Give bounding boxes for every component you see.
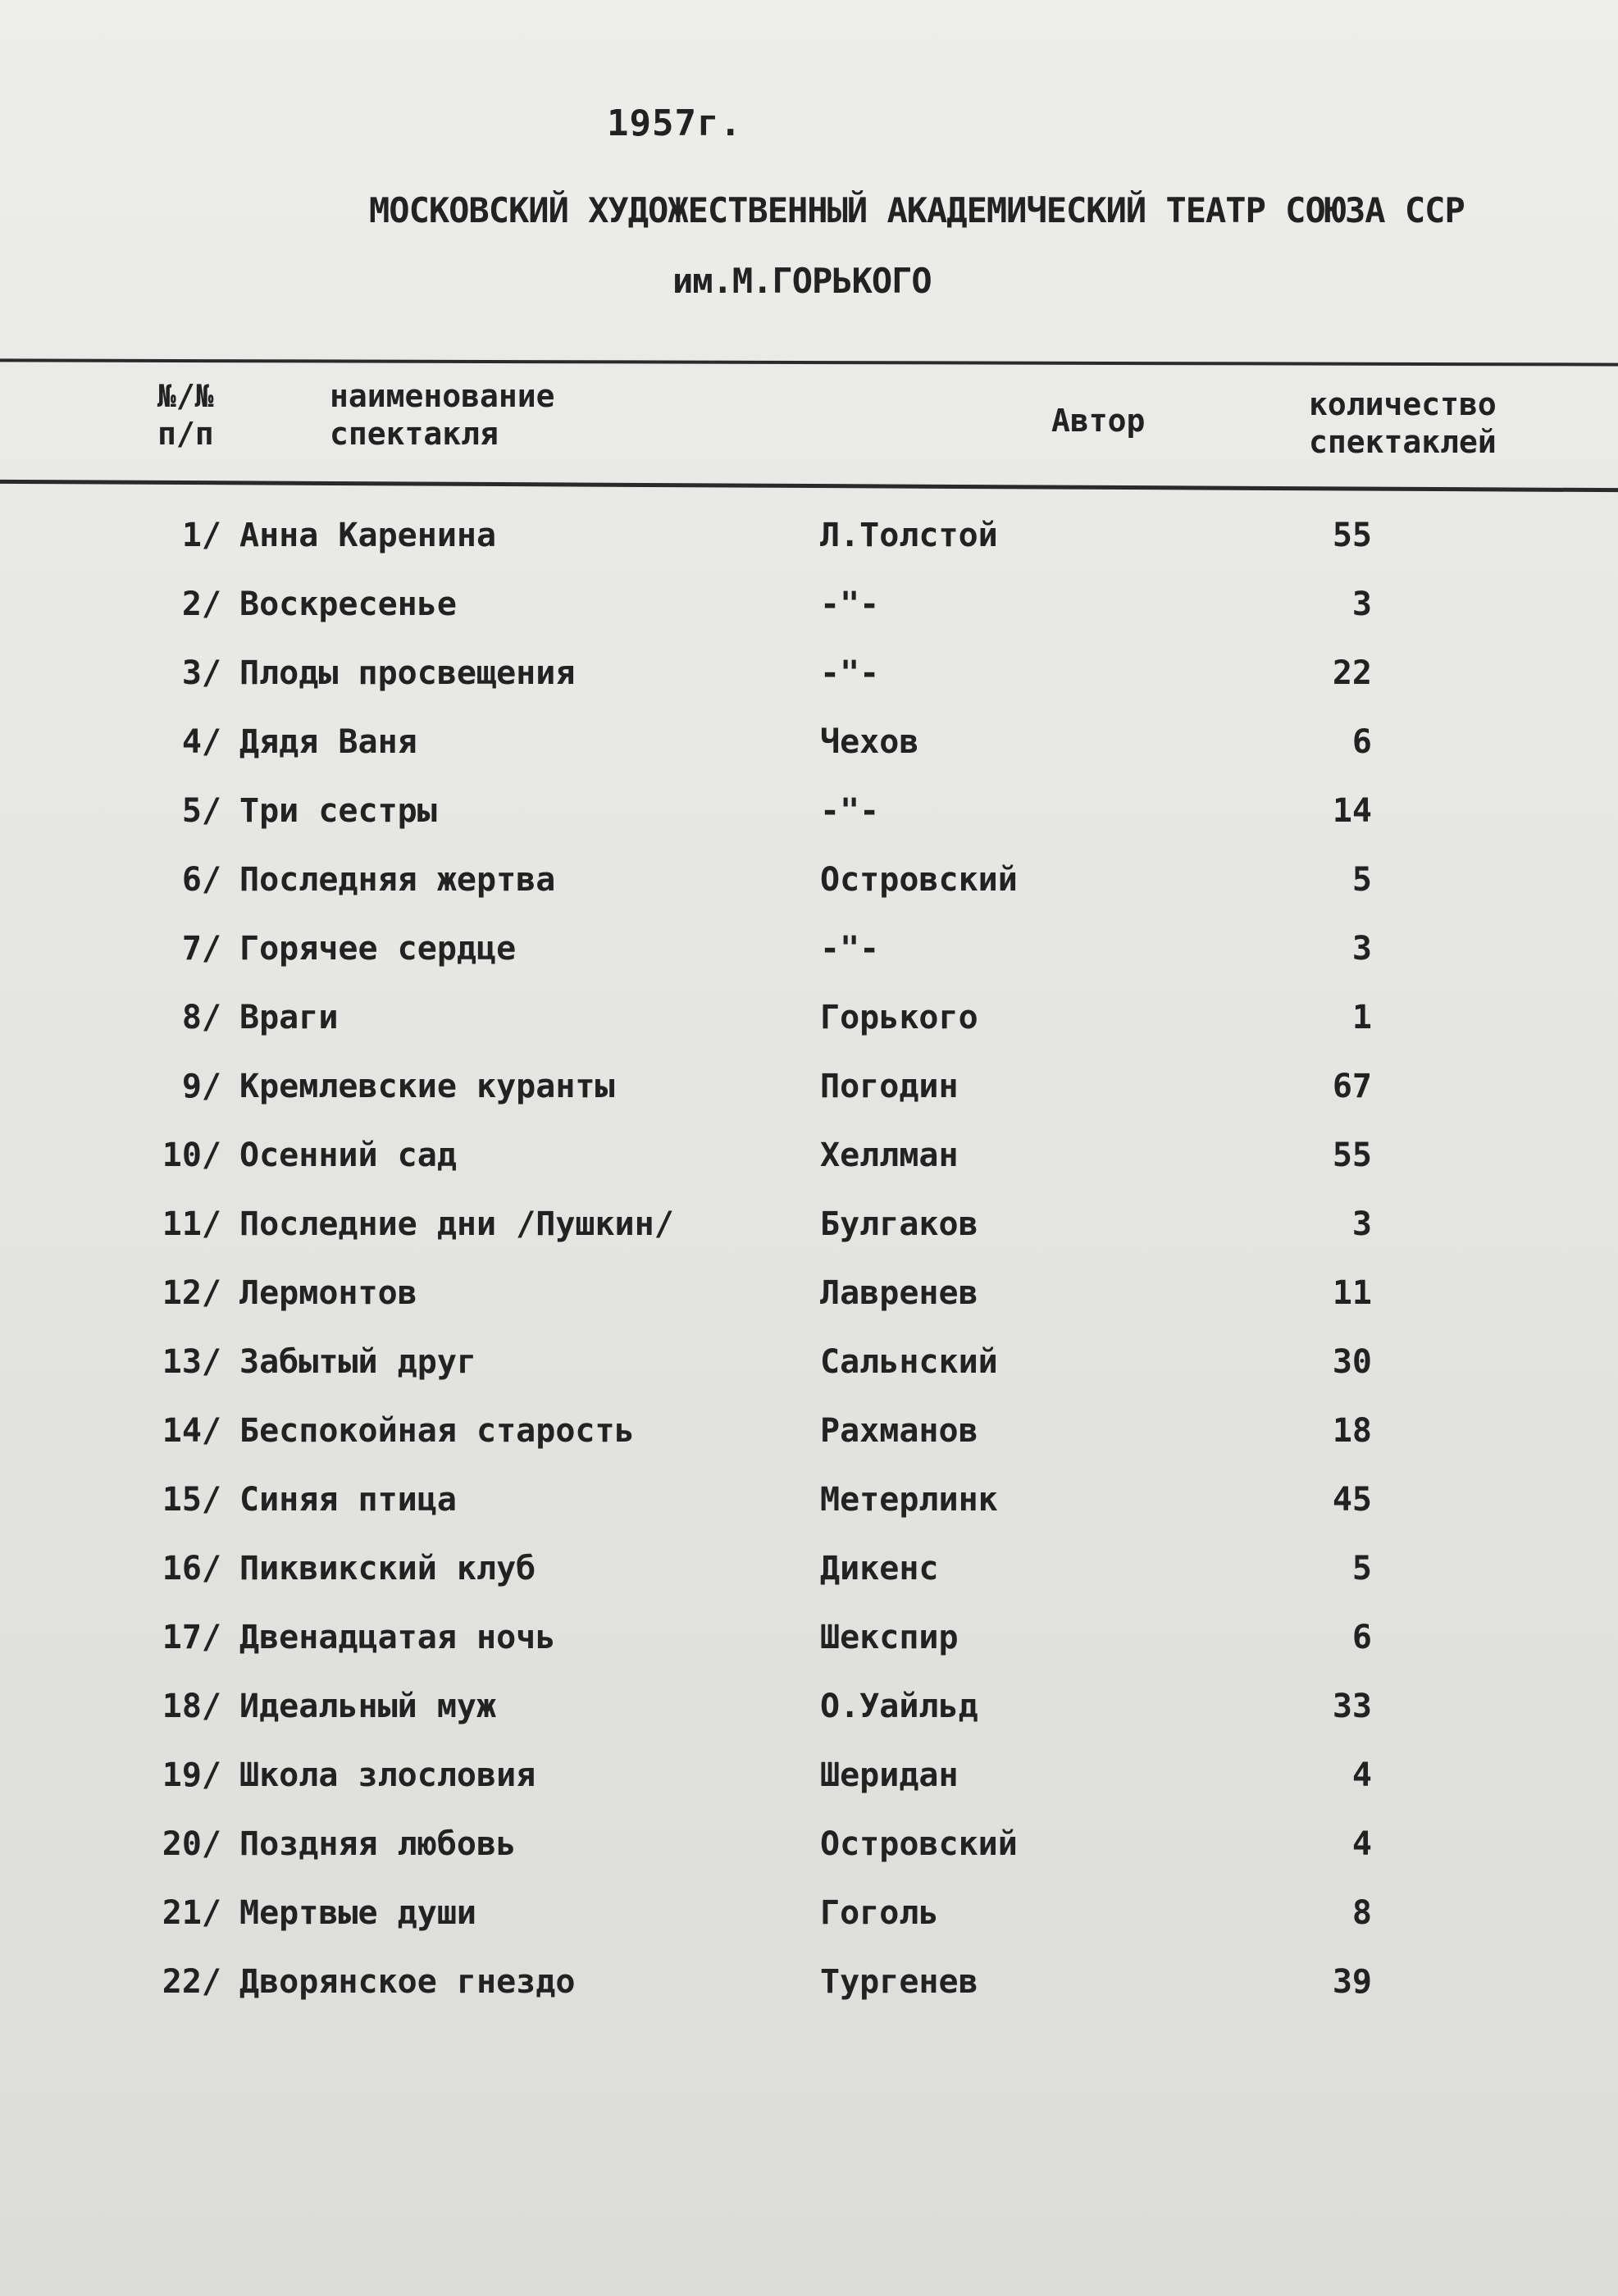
row-author: Булгаков [820, 1205, 978, 1243]
row-number: 18/ [162, 1688, 221, 1725]
row-title: Двенадцатая ночь [239, 1619, 556, 1656]
row-count: 6 [1351, 723, 1372, 761]
row-number: 20/ [162, 1825, 221, 1863]
row-count: 3 [1351, 1205, 1372, 1243]
row-count: 30 [1332, 1343, 1372, 1381]
row-count: 22 [1332, 654, 1372, 692]
row-number: 12/ [162, 1274, 221, 1312]
table-row [0, 1474, 1618, 1543]
header-bottom-rule [0, 480, 1618, 492]
row-count: 5 [1351, 861, 1372, 899]
table-row [0, 579, 1618, 648]
row-number: 15/ [162, 1481, 221, 1519]
table-row [0, 923, 1618, 992]
row-title: Школа злословия [239, 1756, 536, 1794]
row-number: 10/ [162, 1137, 221, 1174]
row-count: 4 [1351, 1825, 1372, 1863]
row-author: Хеллман [820, 1137, 959, 1174]
header-author: Автор [1051, 403, 1146, 439]
header-count-line1: количество [1309, 386, 1497, 422]
row-count: 39 [1332, 1963, 1372, 2001]
row-author: Островский [820, 1825, 1018, 1863]
row-author: Л.Толстой [820, 517, 998, 554]
row-title: Осенний сад [239, 1137, 457, 1174]
row-title: Беспокойная старость [239, 1412, 635, 1450]
row-count: 55 [1332, 517, 1372, 554]
header-count [1309, 385, 1497, 461]
row-number: 9/ [181, 1068, 221, 1105]
row-count: 6 [1351, 1619, 1372, 1656]
row-title: Синяя птица [239, 1481, 457, 1519]
row-author: Дикенс [820, 1550, 939, 1588]
row-count: 33 [1332, 1688, 1372, 1725]
performance-list [0, 510, 1618, 2025]
row-title: Лермонтов [239, 1274, 417, 1312]
row-count: 3 [1351, 930, 1372, 968]
row-count: 67 [1332, 1068, 1372, 1105]
row-count: 8 [1351, 1894, 1372, 1932]
row-author: Шекспир [820, 1619, 959, 1656]
row-title: Идеальный муж [239, 1688, 497, 1725]
table-row [0, 992, 1618, 1061]
document-year: 1957г. [607, 102, 742, 144]
row-title: Мертвые души [239, 1894, 476, 1932]
header-title-line1: наименование [330, 378, 555, 414]
document-subtitle: им.М.ГОРЬКОГО [672, 261, 932, 301]
table-row [0, 1819, 1618, 1888]
row-author: -"- [820, 585, 880, 623]
row-author: Шеридан [820, 1756, 959, 1794]
table-row [0, 1199, 1618, 1268]
row-author: Рахманов [820, 1412, 978, 1450]
table-row [0, 854, 1618, 923]
row-count: 11 [1332, 1274, 1372, 1312]
row-title: Дядя Ваня [239, 723, 417, 761]
header-title-line2: спектакля [330, 416, 499, 452]
row-author: -"- [820, 792, 880, 830]
row-count: 1 [1351, 999, 1372, 1036]
row-number: 4/ [181, 723, 221, 761]
row-title: Плоды просвещения [239, 654, 576, 692]
row-author: Тургенев [820, 1963, 978, 2001]
row-number: 1/ [181, 517, 221, 554]
row-count: 4 [1351, 1756, 1372, 1794]
table-row [0, 1268, 1618, 1337]
table-row [0, 786, 1618, 854]
table-row [0, 1957, 1618, 2025]
row-number: 14/ [162, 1412, 221, 1450]
row-author: О.Уайльд [820, 1688, 978, 1725]
row-author: Чехов [820, 723, 919, 761]
row-count: 18 [1332, 1412, 1372, 1450]
row-title: Забытый друг [239, 1343, 476, 1381]
row-number: 2/ [181, 585, 221, 623]
row-number: 16/ [162, 1550, 221, 1588]
table-row [0, 1750, 1618, 1819]
row-title: Три сестры [239, 792, 437, 830]
row-count: 14 [1332, 792, 1372, 830]
row-number: 17/ [162, 1619, 221, 1656]
row-author: Горького [820, 999, 978, 1036]
row-number: 5/ [181, 792, 221, 830]
row-number: 8/ [181, 999, 221, 1036]
table-row [0, 717, 1618, 786]
row-title: Последняя жертва [239, 861, 556, 899]
table-row [0, 648, 1618, 717]
header-top-rule [0, 358, 1618, 366]
row-count: 5 [1351, 1550, 1372, 1588]
header-number [157, 377, 214, 453]
row-title: Дворянское гнездо [239, 1963, 576, 2001]
row-number: 3/ [181, 654, 221, 692]
row-number: 13/ [162, 1343, 221, 1381]
row-number: 22/ [162, 1963, 221, 2001]
header-count-line2: спектаклей [1309, 424, 1497, 460]
row-author: Гоголь [820, 1894, 939, 1932]
row-author: Лавренев [820, 1274, 978, 1312]
table-row [0, 1405, 1618, 1474]
header-number-line2: п/п [157, 416, 214, 452]
row-title: Воскресенье [239, 585, 457, 623]
row-number: 6/ [181, 861, 221, 899]
table-row [0, 1061, 1618, 1130]
table-row [0, 1888, 1618, 1957]
table-row [0, 1612, 1618, 1681]
row-author: Погодин [820, 1068, 959, 1105]
row-count: 45 [1332, 1481, 1372, 1519]
table-row [0, 1337, 1618, 1405]
row-title: Горячее сердце [239, 930, 517, 968]
row-author: -"- [820, 930, 880, 968]
row-number: 11/ [162, 1205, 221, 1243]
table-row [0, 1543, 1618, 1612]
row-title: Пиквикский клуб [239, 1550, 536, 1588]
table-row [0, 1681, 1618, 1750]
row-count: 55 [1332, 1137, 1372, 1174]
row-title: Поздняя любовь [239, 1825, 517, 1863]
row-title: Последние дни /Пушкин/ [239, 1205, 674, 1243]
row-author: -"- [820, 654, 880, 692]
table-row [0, 510, 1618, 579]
row-author: Островский [820, 861, 1018, 899]
table-row [0, 1130, 1618, 1199]
row-count: 3 [1351, 585, 1372, 623]
row-number: 7/ [181, 930, 221, 968]
row-number: 19/ [162, 1756, 221, 1794]
header-number-line1: №/№ [157, 378, 214, 414]
row-title: Анна Каренина [239, 517, 497, 554]
row-title: Кремлевские куранты [239, 1068, 615, 1105]
row-author: Метерлинк [820, 1481, 998, 1519]
row-title: Враги [239, 999, 339, 1036]
document-title: МОСКОВСКИЙ ХУДОЖЕСТВЕННЫЙ АКАДЕМИЧЕСКИЙ ТЕАТР СОЮЗА ССР [369, 190, 1465, 230]
row-number: 21/ [162, 1894, 221, 1932]
header-title [330, 377, 555, 453]
row-author: Сальнский [820, 1343, 998, 1381]
